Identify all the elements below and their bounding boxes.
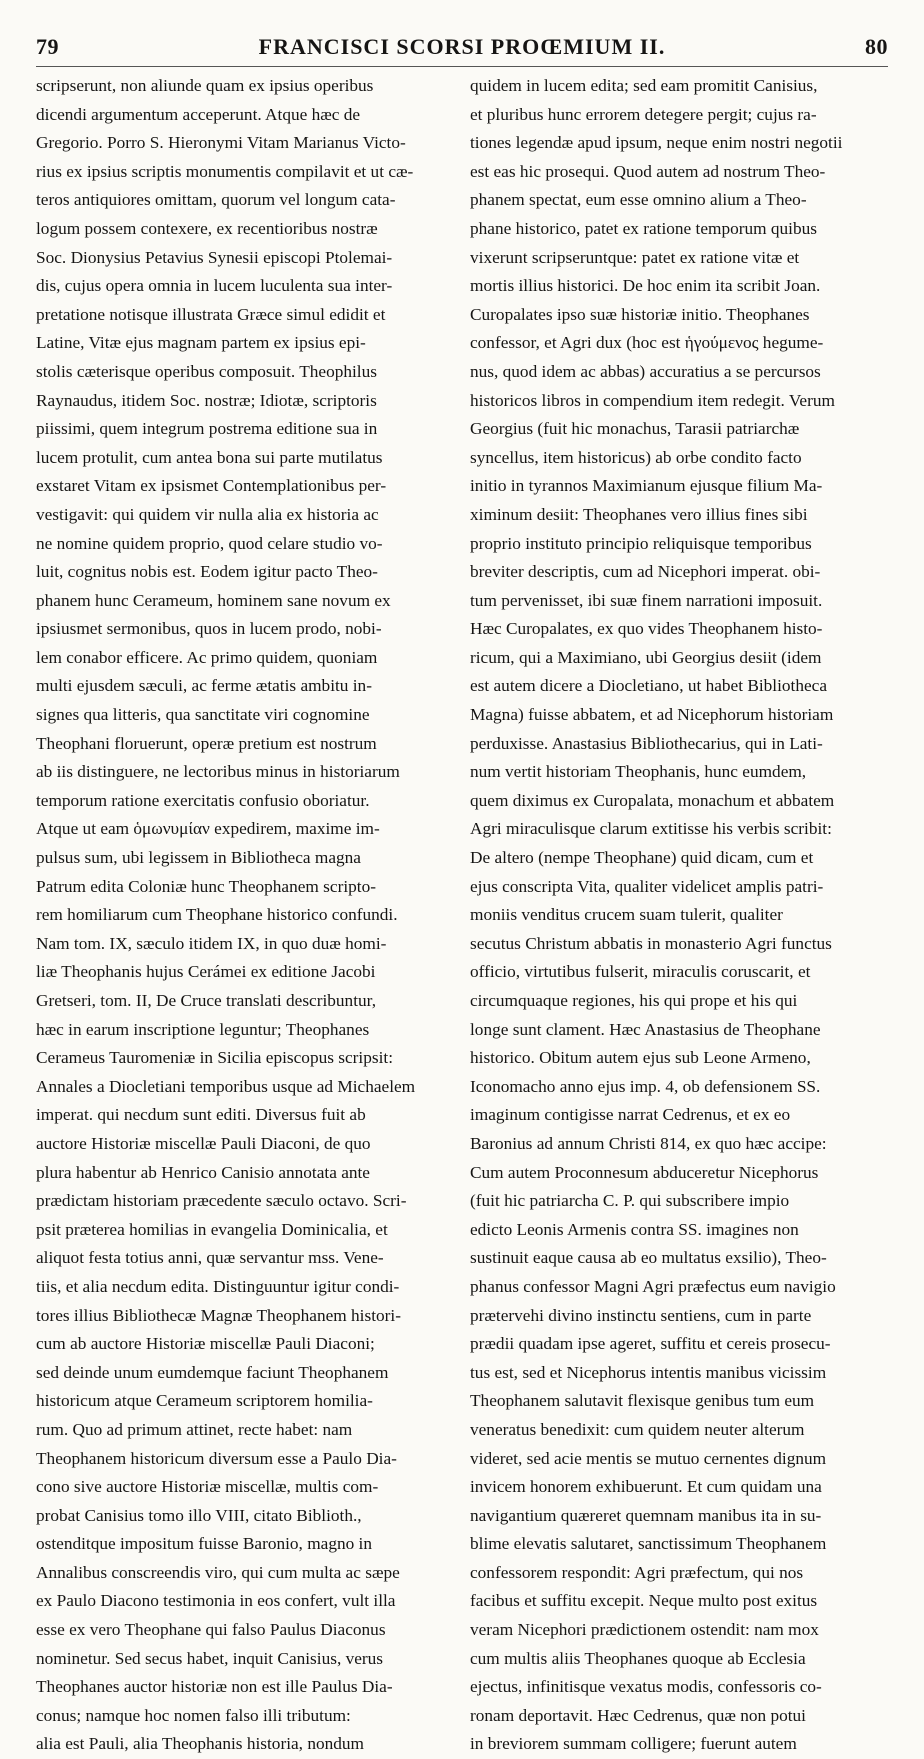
- text-line: edicto Leonis Armenis contra SS. imagines non: [470, 1219, 799, 1239]
- text-line: ximinum desiit: Theophanes vero illius fines sibi: [470, 504, 808, 524]
- text-line: officio, virtutibus fulserit, miraculis coruscarit, et: [470, 962, 811, 982]
- text-line: Georgius (fuit hic monachus, Tarasii patriarchæ: [470, 419, 800, 439]
- text-line: exstaret Vitam ex ipsismet Contemplationibus per-: [36, 476, 387, 496]
- text-line: ostenditque impositum fuisse Baronio, magno in: [36, 1534, 372, 1554]
- text-line: tum pervenisset, ibi suæ finem narrationi imposuit.: [470, 590, 823, 610]
- header-rule: [36, 66, 888, 67]
- text-line: invicem honorem exhibuerunt. Et cum quidam una: [470, 1477, 822, 1497]
- text-line: sustinuit eaque causa ab eo multatus exsilio), Theo-: [470, 1248, 827, 1268]
- text-line: luit, cognitus nobis est. Eodem igitur pacto Theo-: [36, 562, 378, 582]
- text-line: prædii quadam ipse ageret, suffitu et cereis prosecu-: [470, 1334, 831, 1354]
- text-line: historico. Obitum autem ejus sub Leone Armeno,: [470, 1048, 811, 1068]
- text-line: liæ Theophanis hujus Cerámei ex editione Jacobi: [36, 962, 376, 982]
- text-line: imperat. qui necdum sunt editi. Diversus fuit ab: [36, 1105, 366, 1125]
- text-line: cum multis aliis Theophanes quoque ab Ecclesia: [470, 1648, 806, 1668]
- text-line: multi ejusdem sæculi, ac ferme ætatis ambitu in-: [36, 676, 372, 696]
- page-number-right: 80: [865, 34, 888, 59]
- text-line: veneratus benedixit: cum quidem neuter alterum: [470, 1419, 805, 1439]
- text-line: facibus et suffitu excepit. Neque multo post exitus: [470, 1591, 818, 1611]
- right-column: [470, 72, 890, 1759]
- text-line: tores illius Bibliothecæ Magnæ Theophanem histori-: [36, 1305, 401, 1325]
- text-line: probat Canisius tomo illo VIII, citato Biblioth.,: [36, 1505, 362, 1525]
- text-line: veram Nicephori prædictionem ostendit: nam mox: [470, 1620, 819, 1640]
- text-line: moniis venditus crucem suam tulerit, qualiter: [470, 905, 783, 925]
- text-line: Agri miraculisque clarum extitisse his verbis scribit:: [470, 819, 832, 839]
- text-line: scripserunt, non aliunde quam ex ipsius operibus: [36, 76, 374, 95]
- text-line: Gregorio. Porro S. Hieronymi Vitam Marianus Victo-: [36, 133, 406, 153]
- text-line: initio in tyrannos Maximianum ejusque filium Ma-: [470, 476, 823, 496]
- text-line: Theophanem historicum diversum esse a Paulo Dia-: [36, 1448, 397, 1468]
- text-line: tiis, et alia necdum edita. Distinguuntur igitur condi-: [36, 1276, 400, 1296]
- text-line: Cum autem Proconnesum abduceretur Nicephorus: [470, 1162, 819, 1182]
- text-line: est eas hic prosequi. Quod autem ad nostrum Theo-: [470, 161, 826, 181]
- text-line: rem homiliarum cum Theophane historico confundi.: [36, 905, 398, 925]
- text-line: pulsus sum, ubi legissem in Bibliotheca magna: [36, 848, 361, 868]
- text-line: auctore Historiæ miscellæ Pauli Diaconi, de quo: [36, 1133, 371, 1153]
- text-line: tus est, sed et Nicephorus intentis manibus vicissim: [470, 1362, 827, 1382]
- text-line: ejus conscripta Vita, qualiter videlicet amplis patri-: [470, 876, 824, 896]
- text-line: Gretseri, tom. II, De Cruce translati describuntur,: [36, 991, 377, 1010]
- text-line: tiones legendæ apud ipsum, neque enim nostri negotii: [470, 133, 843, 153]
- text-line: lem conabor efficere. Ac primo quidem, quoniam: [36, 647, 378, 667]
- text-line: Atque ut eam ὁμωνυμίαν expedirem, maxime im-: [36, 819, 380, 839]
- text-line: historicum atque Cerameum scriptorem homilia-: [36, 1391, 373, 1411]
- text-line: vixerunt scripseruntque: patet ex ratione vitæ et: [470, 247, 800, 267]
- text-line: ab iis distinguere, ne lectoribus minus in historiarum: [36, 762, 400, 782]
- text-line: dis, cujus opera omnia in lucem luculenta sua inter-: [36, 276, 393, 296]
- text-line: vestigavit: qui quidem vir nulla alia ex historia ac: [36, 504, 379, 524]
- text-line: longe sunt clament. Hæc Anastasius de Theophane: [470, 1019, 821, 1039]
- text-line: psit præterea homilias in evangelia Dominicalia, et: [36, 1219, 388, 1239]
- text-line: ne nomine quidem proprio, quod celare studio vo-: [36, 533, 383, 553]
- text-line: phanus confessor Magni Agri præfectus eum navigio: [470, 1276, 836, 1296]
- text-line: breviter descriptis, cum ad Nicephori imperat. obi-: [470, 562, 821, 582]
- text-line: Cerameus Tauromeniæ in Sicilia episcopus scripsit:: [36, 1048, 393, 1068]
- text-line: ronam deportavit. Hæc Cedrenus, quæ non potui: [470, 1705, 806, 1725]
- text-line: alia est Pauli, alia Theophanis historia, nondum: [36, 1734, 364, 1754]
- text-line: sed deinde unum eumdemque faciunt Theophanem: [36, 1362, 389, 1382]
- text-line: navigantium quæreret quemnam manibus ita in su-: [470, 1505, 822, 1525]
- text-line: conus; namque hoc nomen falso illi tributum:: [36, 1705, 351, 1725]
- text-line: Latine, Vitæ ejus magnam partem ex ipsius epi-: [36, 333, 366, 353]
- running-title: FRANCISCI SCORSI PROŒMIUM II.: [258, 34, 666, 59]
- text-line: num vertit historiam Theophanis, hunc eumdem,: [470, 762, 807, 782]
- text-line: secutus Christum abbatis in monasterio Agri functus: [470, 933, 832, 953]
- text-line: confessor, et Agri dux (hoc est ἡγούμενος hegume-: [470, 333, 824, 353]
- text-line: quem diximus ex Curopalata, monachum et abbatem: [470, 790, 835, 810]
- text-line: Hæc Curopalates, ex quo vides Theophanem histo-: [470, 619, 823, 639]
- text-line: teros antiquiores omittam, quorum vel longum cata-: [36, 190, 396, 210]
- text-line: esse ex vero Theophane qui falso Paulus Diaconus: [36, 1620, 386, 1640]
- text-line: et pluribus hunc errorem detegere pergit; cujus ra-: [470, 104, 817, 124]
- text-line: dicendi argumentum acceperunt. Atque hæc de: [36, 104, 361, 124]
- text-line: piissimi, quem integrum postrema editione sua in: [36, 419, 378, 439]
- text-line: nominetur. Sed secus habet, inquit Canisius, verus: [36, 1648, 384, 1668]
- page-number-left: 79: [36, 34, 59, 59]
- text-line: in breviorem summam colligere; fuerunt autem: [470, 1734, 797, 1754]
- text-line: Magna) fuisse abbatem, et ad Nicephorum historiam: [470, 705, 834, 725]
- text-line: videret, sed acie mentis se mutuo cernentes dignum: [470, 1448, 827, 1468]
- text-line: (fuit hic patriarcha C. P. qui subscribere impio: [470, 1191, 790, 1211]
- text-line: syncellus, item historicus) ab orbe condito facto: [470, 447, 802, 467]
- text-line: Patrum edita Coloniæ hunc Theophanem scripto-: [36, 876, 376, 896]
- text-line: cum ab auctore Historiæ miscellæ Pauli Diaconi;: [36, 1334, 375, 1354]
- text-line: Soc. Dionysius Petavius Synesii episcopi Ptolemai-: [36, 247, 393, 267]
- text-line: imaginum contigisse narrat Cedrenus, et ex eo: [470, 1105, 791, 1125]
- left-column: [36, 72, 456, 1759]
- text-line: ricum, qui a Maximiano, ubi Georgius desiit (idem: [470, 647, 822, 667]
- text-line: Nam tom. IX, sæculo itidem IX, in quo duæ homi-: [36, 933, 387, 953]
- text-line: Curopalates ipso suæ historiæ initio. Theophanes: [470, 304, 810, 324]
- text-line: phanem hunc Cerameum, hominem sane novum ex: [36, 590, 391, 610]
- text-line: nus, quod idem ac abbas) accuratius a se percursos: [470, 361, 821, 381]
- text-line: mortis illius historici. De hoc enim ita scribit Joan.: [470, 276, 821, 296]
- text-line: prædictam historiam præcedente sæculo octavo. Scri-: [36, 1191, 407, 1211]
- text-line: Theophani floruerunt, operæ pretium est nostrum: [36, 733, 377, 753]
- text-line: confessorem respondit: Agri præfectum, qui nos: [470, 1562, 804, 1582]
- text-line: rum. Quo ad primum attinet, recte habet: nam: [36, 1419, 353, 1439]
- text-line: cono sive auctore Historiæ miscellæ, multis com-: [36, 1477, 379, 1497]
- text-line: prætervehi divino instinctu sentiens, cum in parte: [470, 1305, 812, 1325]
- text-line: Theophanem salutavit flexisque genibus tum eum: [470, 1391, 815, 1411]
- text-line: plura habentur ab Henrico Canisio annotata ante: [36, 1162, 370, 1182]
- text-line: temporum ratione exercitatis confusio oboriatur.: [36, 790, 370, 810]
- text-line: perduxisse. Anastasius Bibliothecarius, qui in Lati-: [470, 733, 823, 753]
- running-header: [36, 34, 888, 66]
- text-line: est autem dicere a Diocletiano, ut habet Bibliotheca: [470, 676, 828, 696]
- text-line: ipsiusmet sermonibus, quos in lucem prodo, nobi-: [36, 619, 382, 639]
- text-line: phane historico, patet ex ratione temporum quibus: [470, 218, 817, 238]
- text-line: hæc in earum inscriptione leguntur; Theophanes: [36, 1019, 370, 1039]
- text-line: Iconomacho anno ejus imp. 4, ob defensionem SS.: [470, 1076, 821, 1096]
- text-line: rius ex ipsius scriptis monumentis compilavit et ut cæ-: [36, 161, 414, 181]
- text-line: Annalibus conscreendis viro, qui cum multa ac sæpe: [36, 1562, 400, 1582]
- text-line: pretatione notisque illustrata Græce simul edidit et: [36, 304, 386, 324]
- text-line: historicos libros in compendium item redegit. Verum: [470, 390, 835, 410]
- text-line: Baronius ad annum Christi 814, ex quo hæc accipe:: [470, 1133, 827, 1153]
- text-line: blime elevatis salutaret, sanctissimum Theophanem: [470, 1534, 827, 1554]
- text-line: quidem in lucem edita; sed eam promitit Canisius,: [470, 76, 818, 95]
- text-line: lucem protulit, cum antea bona sui parte mutilatus: [36, 447, 383, 467]
- text-line: proprio instituto principio reliquisque temporibus: [470, 533, 812, 553]
- text-line: logum possem contexere, ex recentioribus nostræ: [36, 218, 378, 238]
- text-line: Annales a Diocletiani temporibus usque ad Michaelem: [36, 1076, 416, 1096]
- text-line: stolis cæterisque operibus composuit. Theophilus: [36, 361, 377, 381]
- text-line: circumquaque regiones, his qui prope et his qui: [470, 991, 798, 1010]
- text-line: ex Paulo Diacono testimonia in eos confert, vult illa: [36, 1591, 396, 1611]
- text-line: aliquot festa totius anni, quæ servantur mss. Vene-: [36, 1248, 384, 1268]
- text-line: De altero (nempe Theophane) quid dicam, cum et: [470, 848, 814, 868]
- text-line: phanem spectat, eum esse omnino alium a Theo-: [470, 190, 807, 210]
- text-line: Raynaudus, itidem Soc. nostræ; Idiotæ, scriptoris: [36, 390, 377, 410]
- text-line: Theophanes auctor historiæ non est ille Paulus Dia-: [36, 1677, 393, 1697]
- text-line: signes qua litteris, qua sanctitate viri cognomine: [36, 705, 370, 725]
- text-line: ejectus, infinitisque vexatus modis, confessoris co-: [470, 1677, 822, 1697]
